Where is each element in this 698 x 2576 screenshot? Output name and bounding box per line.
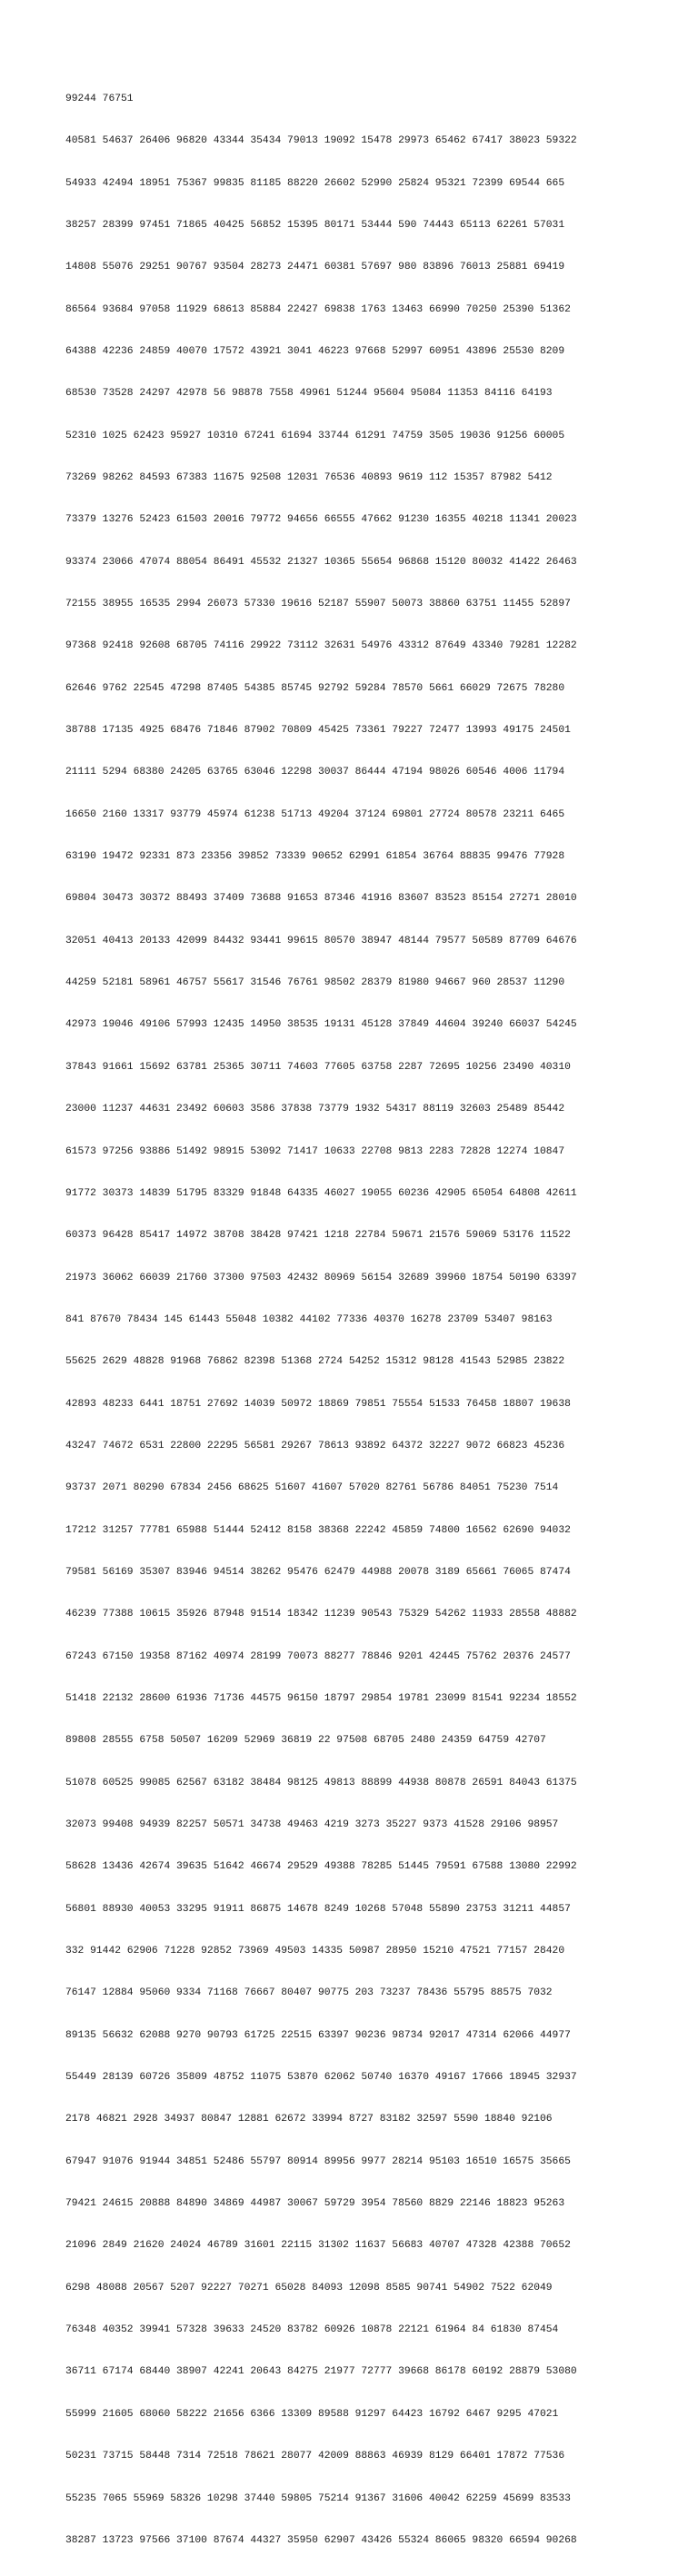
number-row: 89135 56632 62088 9270 90793 61725 22515 63397 90236 98734 92017 47314 62066 44977: [65, 2029, 571, 2041]
number-row: 68530 73528 24297 42978 56 98878 7558 49961 51244 95604 95084 11353 84116 64193: [65, 388, 553, 400]
number-row: 37843 91661 15692 63781 25365 30711 74603 77605 63758 2287 72695 10256 23490 40310: [65, 1061, 571, 1073]
number-row: 97368 92418 92608 68705 74116 29922 73112 32631 54976 43312 87649 43340 79281 12282: [65, 640, 577, 652]
number-row: 40581 54637 26406 96820 43344 35434 79013 19092 15478 29973 65462 67417 38023 59322: [65, 135, 577, 147]
number-row: 64388 42236 24859 40070 17572 43921 3041 46223 97668 52997 60951 43896 25530 8209: [65, 345, 565, 357]
number-row: 46239 77388 10615 35926 87948 91514 18342 11239 90543 75329 54262 11933 28558 48882: [65, 1609, 577, 1620]
number-row: 58628 13436 42674 39635 51642 46674 29529 49388 78285 51445 79591 67588 13080 22992: [65, 1861, 577, 1873]
number-row: 69804 30473 30372 88493 37409 73688 91653 87346 41916 83607 83523 85154 27271 28010: [65, 893, 577, 905]
number-row: 36711 67174 68440 38907 42241 20643 84275 21977 72777 39668 86178 60192 28879 53080: [65, 2366, 577, 2378]
number-row: 51418 22132 28600 61936 71736 44575 96150 18797 29854 19781 23099 81541 92234 18552: [65, 1692, 577, 1704]
number-row: 61573 97256 93886 51492 98915 53092 71417 10633 22708 9813 2283 72828 12274 10847: [65, 1145, 565, 1157]
number-row: 38257 28399 97451 71865 40425 56852 15395 80171 53444 590 74443 65113 62261 57031: [65, 219, 565, 231]
number-row: 21111 5294 68380 24205 63765 63046 12298 30037 86444 47194 98026 60546 4006 11794: [65, 767, 565, 778]
number-row: 841 87670 78434 145 61443 55048 10382 44102 77336 40370 16278 23709 53407 98163: [65, 1313, 553, 1325]
number-row: 51078 60525 99085 62567 63182 38484 98125 49813 88899 44938 80878 26591 84043 61375: [65, 1777, 577, 1788]
number-row: 79421 24615 20888 84890 34869 44987 30067 59729 3954 78560 8829 22146 18823 95263: [65, 2198, 565, 2210]
number-row: 67243 67150 19358 87162 40974 28199 70073 88277 78846 9201 42445 75762 20376 24577: [65, 1650, 571, 1662]
number-row: 73269 98262 84593 67383 11675 92508 12031 76536 40893 9619 112 15357 87982 5412: [65, 472, 553, 483]
number-row: 42893 48233 6441 18751 27692 14039 50972 18869 79851 75554 51533 76458 18807 19638: [65, 1398, 571, 1410]
number-table: [65, 64, 638, 2576]
number-row: 38287 13723 97566 37100 87674 44327 35950 62907 43426 55324 86065 98320 66594 90268: [65, 2534, 577, 2546]
number-row: 89808 28555 6758 50507 16209 52969 36819 22 97508 68705 2480 24359 64759 42707: [65, 1735, 546, 1747]
number-row: 2178 46821 2928 34937 80847 12881 62672 33994 8727 83182 32597 5590 18840 92106: [65, 2114, 553, 2125]
number-row: 99244 76751: [65, 93, 134, 104]
number-row: 73379 13276 52423 61503 20016 79772 94656 66555 47662 91230 16355 40218 11341 20023: [65, 514, 577, 526]
number-row: 44259 52181 58961 46757 55617 31546 76761 98502 28379 81980 94667 960 28537 11290: [65, 977, 565, 989]
number-row: 55625 2629 48828 91968 76862 82398 51368 2724 54252 15312 98128 41543 52985 23822: [65, 1356, 565, 1368]
number-row: 42973 19046 49106 57993 12435 14950 38535 19131 45128 37849 44604 39240 66037 54245: [65, 1019, 577, 1031]
number-row: 50231 73715 58448 7314 72518 78621 28077 42009 88863 46939 8129 66401 17872 77536: [65, 2451, 565, 2462]
number-row: 76147 12884 95060 9334 71168 76667 80407 90775 203 73237 78436 55795 88575 7032: [65, 1987, 553, 1999]
number-row: 93737 2071 80290 67834 2456 68625 51607 41607 57020 82761 56786 84051 75230 7514: [65, 1482, 559, 1494]
number-row: 62646 9762 22545 47298 87405 54385 85745 92792 59284 78570 5661 66029 72675 78280: [65, 682, 565, 694]
number-row: 23000 11237 44631 23492 60603 3586 37838 73779 1932 54317 88119 32603 25489 85442: [65, 1104, 565, 1115]
number-row: 91772 30373 14839 51795 83329 91848 64335 46027 19055 60236 42905 65054 64808 42611: [65, 1187, 577, 1199]
number-row: 79581 56169 35307 83946 94514 38262 95476 62479 44988 20078 3189 65661 76065 87474: [65, 1566, 571, 1578]
number-row: 55449 28139 60726 35809 48752 11075 53870 62062 50740 16370 49167 17666 18945 32937: [65, 2072, 577, 2084]
number-row: 93374 23066 47074 88054 86491 45532 21327 10365 55654 96868 15120 80032 41422 26463: [65, 556, 577, 568]
number-row: 67947 91076 91944 34851 52486 55797 80914 89956 9977 28214 95103 16510 16575 35665: [65, 2155, 571, 2167]
number-row: 16650 2160 13317 93779 45974 61238 51713 49204 37124 69801 27724 80578 23211 6465: [65, 808, 565, 820]
number-row: 52310 1025 62423 95927 10310 67241 61694 33744 61291 74759 3505 19036 91256 60005: [65, 430, 565, 441]
number-row: 332 91442 62906 71228 92852 73969 49503 14335 50987 28950 15210 47521 77157 28420: [65, 1946, 565, 1957]
number-row: 56801 88930 40053 33295 91911 86875 14678 8249 10268 57048 55890 23753 31211 44857: [65, 1903, 571, 1915]
number-row: 86564 93684 97058 11929 68613 85884 22427 69838 1763 13463 66990 70250 25390 51362: [65, 303, 571, 315]
number-row: 43247 74672 6531 22800 22295 56581 29267 78613 93892 64372 32227 9072 66823 45236: [65, 1440, 565, 1451]
number-row: 76348 40352 39941 57328 39633 24520 83782 60926 10878 22121 61964 84 61830 87454: [65, 2324, 559, 2336]
number-row: 21973 36062 66039 21760 37300 97503 42432 80969 56154 32689 39960 18754 50190 63397: [65, 1272, 577, 1283]
number-row: 54933 42494 18951 75367 99835 81185 88220 26602 52990 25824 95321 72399 69544 665: [65, 177, 565, 189]
number-row: 55999 21605 68060 58222 21656 6366 13309 89588 91297 64423 16792 6467 9295 47021: [65, 2408, 559, 2420]
number-row: 63190 19472 92331 873 23356 39852 73339 90652 62991 61854 36764 88835 99476 77928: [65, 851, 565, 863]
number-row: 17212 31257 77781 65988 51444 52412 8158 38368 22242 45859 74800 16562 62690 94032: [65, 1524, 571, 1536]
number-row: 60373 96428 85417 14972 38708 38428 97421 1218 22784 59671 21576 59069 53176 11522: [65, 1230, 571, 1242]
number-row: 14808 55076 29251 90767 93504 28273 24471 60381 57697 980 83896 76013 25881 69419: [65, 262, 565, 273]
number-row: 32051 40413 20133 42099 84432 93441 99615 80570 38947 48144 79577 50589 87709 64676: [65, 935, 577, 946]
number-row: 32073 99408 94939 82257 50571 34738 49463 4219 3273 35227 9373 41528 29106 98957: [65, 1819, 559, 1830]
number-row: 6298 48088 20567 5207 92227 70271 65028 84093 12098 8585 90741 54902 7522 62049: [65, 2282, 553, 2294]
number-row: 38788 17135 4925 68476 71846 87902 70809 45425 73361 79227 72477 13993 49175 24501: [65, 725, 571, 737]
number-row: 55235 7065 55969 58326 10298 37440 59805 75214 91367 31606 40042 62259 45699 83533: [65, 2492, 571, 2504]
number-row: 72155 38955 16535 2994 26073 57330 19616 52187 55907 50073 38860 63751 11455 52897: [65, 599, 571, 610]
number-row: 21096 2849 21620 24024 46789 31601 22115 31302 11637 56683 40707 47328 42388 70652: [65, 2240, 571, 2252]
